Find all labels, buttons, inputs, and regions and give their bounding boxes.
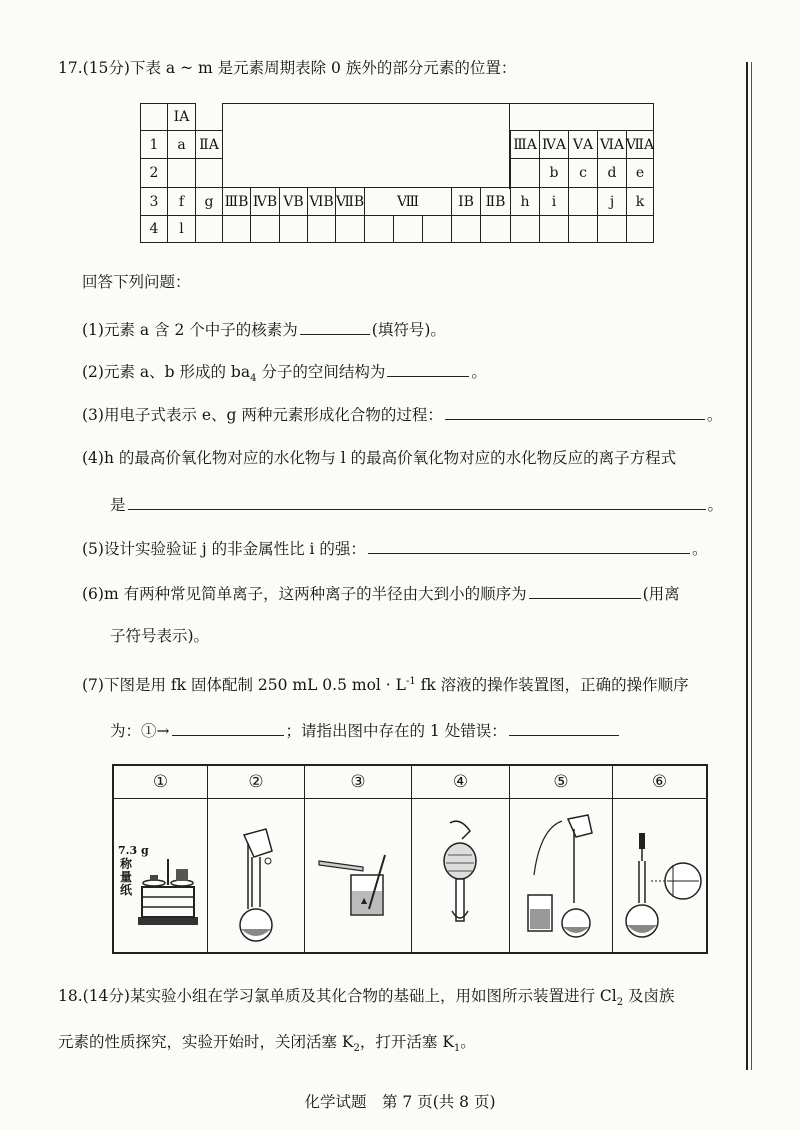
- question-6: (6)m 有两种常见简单离子，这两种离子的半径由大到小的顺序为 (用离: [82, 582, 680, 604]
- answer-blank-2[interactable]: [387, 360, 469, 377]
- answer-blank-4[interactable]: [128, 493, 706, 510]
- question-4-b: 是 。: [110, 493, 723, 515]
- step-6-panel: [613, 766, 706, 952]
- step-3-number: ③: [305, 766, 411, 799]
- header-VIB: ⅥB: [307, 187, 336, 216]
- header-VIIA: ⅦA: [626, 130, 654, 159]
- question-6-b: 子符号表示)。: [110, 627, 210, 645]
- cell-d: d: [597, 158, 627, 188]
- period-3: 3: [140, 187, 168, 216]
- balance-mass-label: 7.3 g: [118, 844, 149, 857]
- constant-volume-icon: [613, 799, 706, 949]
- step-5-number: ⑤: [510, 766, 612, 799]
- step-5-panel: [510, 766, 613, 952]
- header-IVA: ⅣA: [539, 130, 569, 159]
- header-VB: ⅤB: [279, 187, 308, 216]
- header-VIA: ⅥA: [597, 130, 627, 159]
- cell-j: j: [597, 187, 627, 216]
- header-VIII: Ⅷ: [364, 187, 452, 216]
- answer-blank-3[interactable]: [445, 403, 705, 420]
- periodic-table: [140, 103, 654, 243]
- cell-e: e: [626, 158, 654, 188]
- answer-blank-5[interactable]: [368, 537, 690, 554]
- q18-line-2: 元素的性质探究，实验开始时，关闭活塞 $K_2$，打开活塞 $K_1$。: [58, 1033, 476, 1055]
- question-7: (7)下图是用 fk 固体配制 250 mL 0.5 mol · $L^{-1}$ fk 溶液的操作装置图，正确的操作顺序: [82, 676, 689, 695]
- pour-into-flask-icon: [208, 799, 305, 949]
- invert-flask-icon: [412, 799, 510, 949]
- header-IIIB: ⅢB: [222, 187, 251, 216]
- cell-a: a: [167, 130, 196, 159]
- step-2-number: ②: [208, 766, 304, 799]
- cell-b: b: [539, 158, 569, 188]
- question-1: (1)元素 a 含 2 个中子的核素为 (填符号)。: [82, 318, 446, 340]
- question-5: (5)设计实验验证 j 的非金属性比 i 的强： 。: [82, 537, 707, 559]
- header-IB: ⅠB: [451, 187, 481, 216]
- margin-rule-inner: [751, 62, 752, 1070]
- q17-intro: 17.(15分)下表 a ~ m 是元素周期表除 0 族外的部分元素的位置：: [58, 59, 517, 77]
- balance-icon: [114, 799, 208, 949]
- cell-c: c: [568, 158, 598, 188]
- period-2: 2: [140, 158, 168, 188]
- header-VA: ⅤA: [568, 130, 598, 159]
- question-2: (2)元素 a、b 形成的 $ba_4$ 分子的空间结构为 。: [82, 360, 487, 389]
- cell-h: h: [510, 187, 540, 216]
- step-1-number: ①: [114, 766, 207, 799]
- cell-g: g: [195, 187, 223, 216]
- period-1: 1: [140, 130, 168, 159]
- step-2-panel: [208, 766, 305, 952]
- svg-text:▲: ▲: [361, 896, 368, 905]
- cell-l: l: [167, 215, 196, 243]
- header-IIA: ⅡA: [195, 130, 223, 159]
- margin-rule: [746, 62, 748, 1070]
- page-footer: 化学试题 第 7 页(共 8 页): [304, 1093, 496, 1111]
- header-VIIB: ⅦB: [335, 187, 365, 216]
- question-7-b: 为：①→ ；请指出图中存在的 1 处错误：: [110, 719, 621, 741]
- header-IVB: ⅣB: [250, 187, 280, 216]
- transfer-solution-icon: [510, 799, 613, 949]
- answer-blank-7a[interactable]: [172, 719, 284, 736]
- q18-line-1: 18.(14分)某实验小组在学习氯单质及其化合物的基础上，用如图所示装置进行 $Cl_2$ 及卤族: [58, 987, 675, 1009]
- experiment-steps-figure: [112, 764, 708, 954]
- header-IIB: ⅡB: [480, 187, 511, 216]
- step-4-number: ④: [412, 766, 509, 799]
- question-4: (4)h 的最高价氧化物对应的水化物与 l 的最高价氧化物对应的水化物反应的离子方程式: [82, 449, 677, 467]
- answer-blank-7b[interactable]: [509, 719, 619, 736]
- answer-blank-6[interactable]: [529, 582, 641, 599]
- weighing-paper-label: 称量纸: [120, 857, 133, 897]
- step-1-panel: [114, 766, 208, 952]
- cell-k: k: [626, 187, 654, 216]
- period-4: 4: [140, 215, 168, 243]
- step-6-number: ⑥: [613, 766, 706, 799]
- step-3-panel: [305, 766, 412, 952]
- cell-i: i: [539, 187, 569, 216]
- step-4-panel: [412, 766, 510, 952]
- header-IA: ⅠA: [167, 103, 196, 131]
- cell-f: f: [167, 187, 196, 216]
- answer-prompt: 回答下列问题：: [82, 273, 191, 291]
- header-IIIA: ⅢA: [510, 130, 540, 159]
- dissolve-beaker-icon: [305, 799, 412, 949]
- question-3: (3)用电子式表示 e、g 两种元素形成化合物的过程： 。: [82, 403, 722, 425]
- answer-blank-1[interactable]: [300, 318, 370, 335]
